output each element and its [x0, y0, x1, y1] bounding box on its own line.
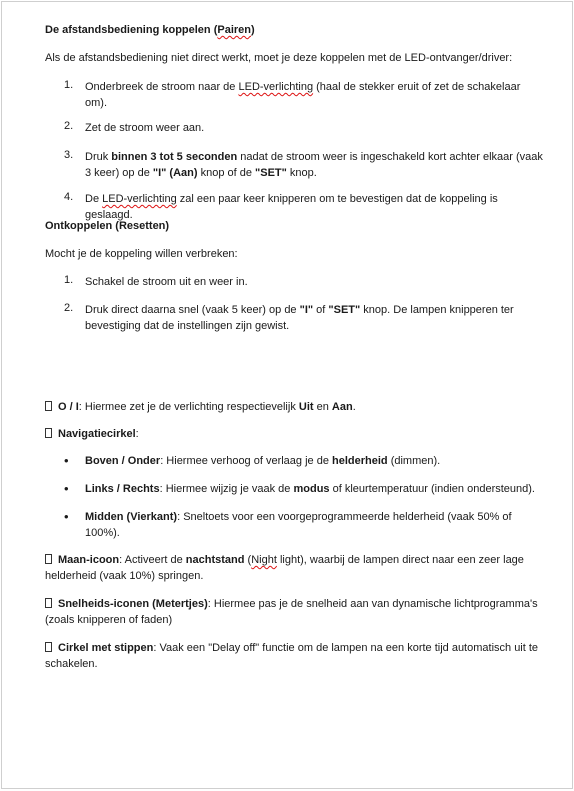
list-item: • Midden (Vierkant): Sneltoets voor een voorgeprogrammeerde helderheid (vaak 50% of 100%).: [64, 509, 512, 539]
item-moon: Maan-icoon: Activeert de nachtstand (Night light), waarbij de lampen direct naar een zeer lage helderheid (vaak 10%) springen.: [45, 554, 524, 582]
missing-glyph-icon: [45, 554, 52, 564]
missing-glyph-icon: [45, 428, 52, 438]
pairing-heading: De afstandsbediening koppelen (Pairen): [45, 24, 255, 36]
pairing-intro: Als de afstandsbediening niet direct werkt, moet je deze koppelen met de LED-ontvanger/driver:: [45, 52, 513, 64]
bullet-icon: •: [64, 453, 69, 468]
unpair-intro: Mocht je de koppeling willen verbreken:: [45, 248, 238, 260]
missing-glyph-icon: [45, 598, 52, 608]
list-item: 1. Onderbreek de stroom naar de LED-verlichting (haal de stekker eruit of zet de schakelaar om).: [64, 79, 521, 109]
item-dots: Cirkel met stippen: Vaak een "Delay off" functie om de lampen na een korte tijd automatisch uit te schakelen.: [45, 642, 539, 670]
missing-glyph-icon: [45, 642, 52, 652]
missing-glyph-icon: [45, 401, 52, 411]
list-item: 2. Zet de stroom weer aan.: [64, 120, 205, 134]
unpair-heading: Ontkoppelen (Resetten): [45, 220, 170, 232]
document-page: [1, 1, 573, 789]
bullet-icon: •: [64, 509, 69, 524]
list-item: 1. Schakel de stroom uit en weer in.: [64, 274, 248, 288]
item-navigation: Navigatiecirkel:: [45, 426, 544, 442]
list-item: • Links / Rechts: Hiermee wijzig je vaak de modus of kleurtemperatuur (indien ondersteund).: [64, 481, 535, 496]
item-on-off: O / I: Hiermee zet je de verlichting respectievelijk Uit en Aan.: [45, 399, 544, 415]
bullet-icon: •: [64, 481, 69, 496]
list-item: 4. De LED-verlichting zal een paar keer knipperen om te bevestigen dat de koppeling is geslaagd.: [64, 191, 498, 221]
list-item: 3. Druk binnen 3 tot 5 seconden nadat de stroom weer is ingeschakeld kort achter elkaar (vaak 3 keer) op de "I" (Aan) knop of de "SET" knop.: [64, 149, 543, 179]
list-item: 2. Druk direct daarna snel (vaak 5 keer) op de "I" of "SET" knop. De lampen knipperen ter bevestiging dat de instellingen zijn gewist.: [64, 302, 514, 332]
list-item: • Boven / Onder: Hiermee verhoog of verlaag je de helderheid (dimmen).: [64, 453, 441, 468]
item-speed: Snelheids-iconen (Metertjes): Hiermee pas je de snelheid aan van dynamische lichtprogramma's (zoals knipperen of faden): [45, 598, 538, 626]
